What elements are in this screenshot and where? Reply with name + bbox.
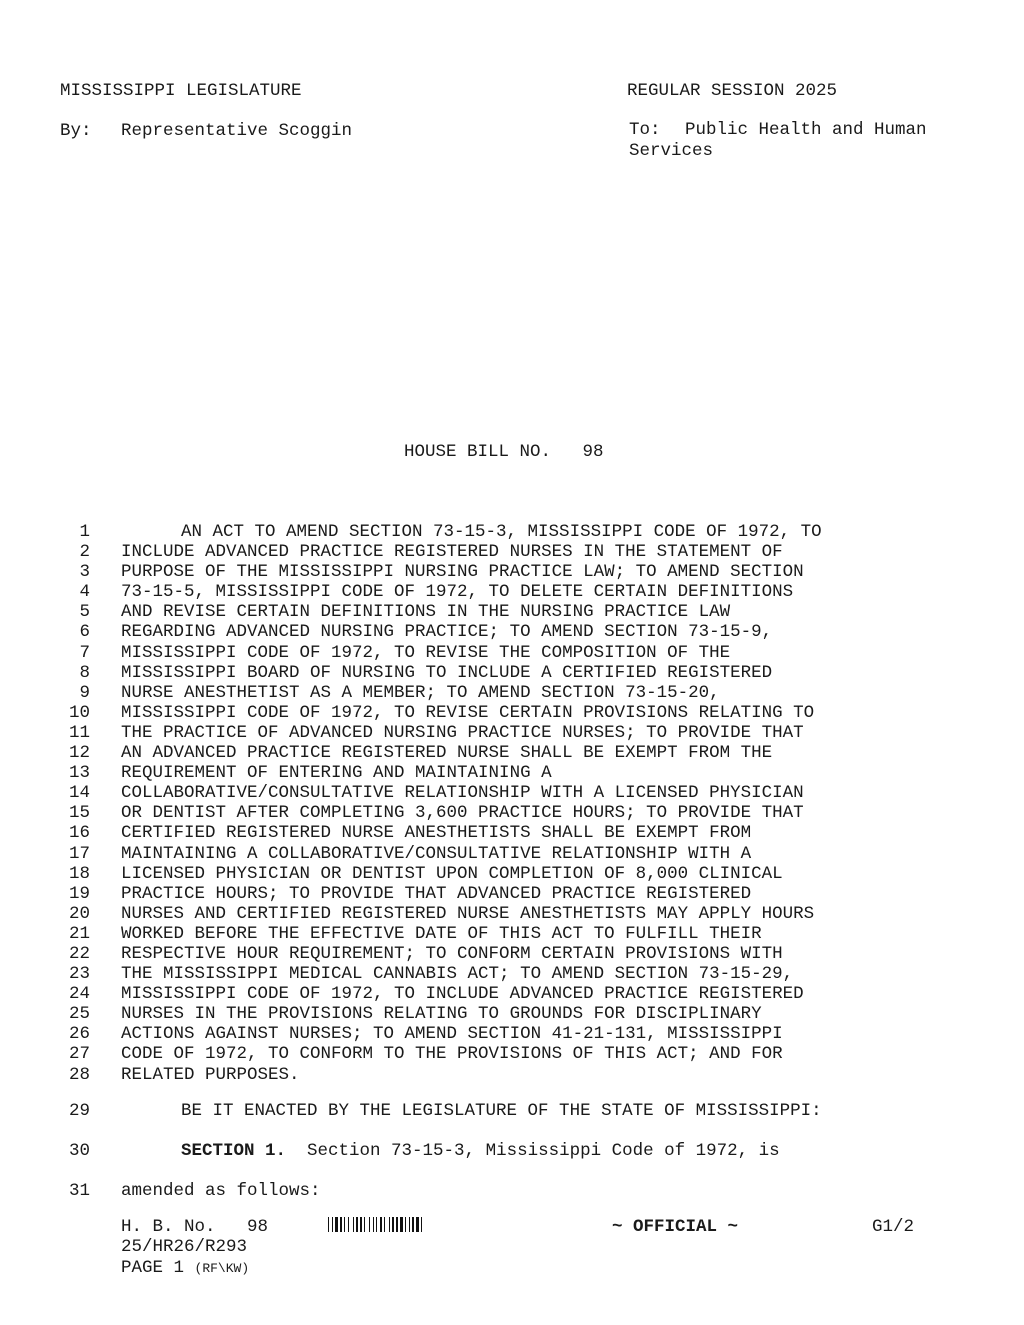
line-text: REGARDING ADVANCED NURSING PRACTICE; TO AMEND SECTION 73-15-9, xyxy=(121,622,773,643)
line-text: CODE OF 1972, TO CONFORM TO THE PROVISIONS OF THIS ACT; AND FOR xyxy=(121,1044,783,1065)
bill-line xyxy=(60,844,960,864)
line-text: NURSES AND CERTIFIED REGISTERED NURSE ANESTHETISTS MAY APPLY HOURS xyxy=(121,903,815,924)
bill-line xyxy=(60,562,960,582)
bill-line xyxy=(60,743,960,763)
bill-line xyxy=(60,1024,960,1044)
line-number: 28 xyxy=(68,1064,90,1085)
line-text: RELATED PURPOSES. xyxy=(121,1064,300,1085)
line-number: 27 xyxy=(68,1044,90,1065)
bill-line xyxy=(60,703,960,723)
line-number: 1 xyxy=(79,522,90,542)
bill-line xyxy=(60,904,960,924)
footer-doc-id: 25/HR26/R293 xyxy=(121,1237,248,1257)
legislature-name: MISSISSIPPI LEGISLATURE xyxy=(60,81,302,101)
bill-line xyxy=(60,542,960,562)
line-number: 8 xyxy=(79,662,90,683)
bill-line xyxy=(60,1065,960,1085)
bill-line xyxy=(60,522,960,542)
bill-line xyxy=(60,663,960,683)
sponsor-name: Representative Scoggin xyxy=(121,121,353,141)
committee-line-1: Public Health and Human xyxy=(685,120,927,140)
footer-bill-ref: H. B. No. 98 xyxy=(121,1217,269,1237)
to-label: To: xyxy=(629,120,661,140)
line-number: 16 xyxy=(68,823,90,844)
barcode-icon xyxy=(328,1217,474,1232)
section-body: Section 73-15-3, Mississippi Code of 1972, is xyxy=(286,1141,780,1161)
bill-line xyxy=(60,1004,960,1024)
bill-line xyxy=(60,643,960,663)
bill-line xyxy=(60,964,960,984)
footer-initials: (RF\KW) xyxy=(194,1261,250,1276)
line-number: 6 xyxy=(79,622,90,643)
bill-line xyxy=(60,944,960,964)
line-text: INCLUDE ADVANCED PRACTICE REGISTERED NURSES IN THE STATEMENT OF xyxy=(121,542,783,563)
line-number: 20 xyxy=(68,903,90,924)
committee-line-2: Services xyxy=(629,141,714,161)
line-number: 9 xyxy=(79,682,90,703)
line-text: MAINTAINING A COLLABORATIVE/CONSULTATIVE RELATIONSHIP WITH A xyxy=(121,843,752,864)
line-number: 25 xyxy=(68,1004,90,1025)
line-number: 10 xyxy=(68,702,90,723)
line-text: LICENSED PHYSICIAN OR DENTIST UPON COMPLETION OF 8,000 CLINICAL xyxy=(121,863,783,884)
by-label: By: xyxy=(60,121,92,141)
line-text: RESPECTIVE HOUR REQUIREMENT; TO CONFORM CERTAIN PROVISIONS WITH xyxy=(121,943,783,964)
bill-title: HOUSE BILL NO. 98 xyxy=(404,442,604,462)
footer-code: G1/2 xyxy=(872,1217,915,1237)
footer-page xyxy=(121,1258,249,1279)
line-number: 29 xyxy=(68,1101,90,1121)
bill-line xyxy=(60,984,960,1004)
line-text: REQUIREMENT OF ENTERING AND MAINTAINING A xyxy=(121,763,552,784)
line-text: AN ADVANCED PRACTICE REGISTERED NURSE SHALL BE EXEMPT FROM THE xyxy=(121,743,773,764)
session-label: REGULAR SESSION 2025 xyxy=(627,81,838,101)
line-number: 4 xyxy=(79,582,90,603)
line-number: 23 xyxy=(68,964,90,985)
line-text: PURPOSE OF THE MISSISSIPPI NURSING PRACTICE LAW; TO AMEND SECTION xyxy=(121,562,804,583)
line-number: 3 xyxy=(79,562,90,583)
line-text: NURSES IN THE PROVISIONS RELATING TO GROUNDS FOR DISCIPLINARY xyxy=(121,1004,762,1025)
line-text: NURSE ANESTHETIST AS A MEMBER; TO AMEND SECTION 73-15-20, xyxy=(121,682,720,703)
line-text: THE PRACTICE OF ADVANCED NURSING PRACTICE NURSES; TO PROVIDE THAT xyxy=(121,722,804,743)
official-label: ~ OFFICIAL ~ xyxy=(612,1217,739,1237)
line-text: PRACTICE HOURS; TO PROVIDE THAT ADVANCED PRACTICE REGISTERED xyxy=(121,883,752,904)
line-number: 22 xyxy=(68,943,90,964)
line-number: 17 xyxy=(68,843,90,864)
line-text: OR DENTIST AFTER COMPLETING 3,600 PRACTICE HOURS; TO PROVIDE THAT xyxy=(121,803,804,824)
line-number: 2 xyxy=(79,542,90,563)
bill-line xyxy=(60,823,960,843)
line-number: 26 xyxy=(68,1024,90,1045)
line-number: 7 xyxy=(79,642,90,663)
line-text: THE MISSISSIPPI MEDICAL CANNABIS ACT; TO AMEND SECTION 73-15-29, xyxy=(121,964,794,985)
line-number: 24 xyxy=(68,984,90,1005)
line-number: 12 xyxy=(68,743,90,764)
bill-line xyxy=(60,582,960,602)
bill-line xyxy=(60,1044,960,1064)
section-1-text xyxy=(181,1141,780,1161)
bill-line xyxy=(60,864,960,884)
line-text: WORKED BEFORE THE EFFECTIVE DATE OF THIS ACT TO FULFILL THEIR xyxy=(121,923,762,944)
line-number: 5 xyxy=(79,602,90,623)
line-number: 13 xyxy=(68,763,90,784)
page-number: PAGE 1 xyxy=(121,1258,185,1278)
section-heading: SECTION 1. xyxy=(181,1141,287,1161)
line-text: MISSISSIPPI CODE OF 1972, TO REVISE THE COMPOSITION OF THE xyxy=(121,642,731,663)
bill-line xyxy=(60,622,960,642)
bill-line xyxy=(60,602,960,622)
bill-line xyxy=(60,763,960,783)
line-text: CERTIFIED REGISTERED NURSE ANESTHETISTS SHALL BE EXEMPT FROM xyxy=(121,823,752,844)
line-text: MISSISSIPPI BOARD OF NURSING TO INCLUDE A CERTIFIED REGISTERED xyxy=(121,662,773,683)
bill-line xyxy=(60,683,960,703)
line-number: 19 xyxy=(68,883,90,904)
line-text: MISSISSIPPI CODE OF 1972, TO REVISE CERTAIN PROVISIONS RELATING TO xyxy=(121,702,815,723)
line-text: MISSISSIPPI CODE OF 1972, TO INCLUDE ADVANCED PRACTICE REGISTERED xyxy=(121,984,804,1005)
line-text: AND REVISE CERTAIN DEFINITIONS IN THE NURSING PRACTICE LAW xyxy=(121,602,731,623)
bill-line xyxy=(60,884,960,904)
line-text: ACTIONS AGAINST NURSES; TO AMEND SECTION 41-21-131, MISSISSIPPI xyxy=(121,1024,783,1045)
line-number: 15 xyxy=(68,803,90,824)
section-body-continued: amended as follows: xyxy=(121,1181,321,1201)
bill-line xyxy=(60,723,960,743)
line-number: 21 xyxy=(68,923,90,944)
line-number: 18 xyxy=(68,863,90,884)
line-text: AN ACT TO AMEND SECTION 73-15-3, MISSISSIPPI CODE OF 1972, TO xyxy=(181,522,822,542)
line-number: 11 xyxy=(68,722,90,743)
line-number: 14 xyxy=(68,783,90,804)
bill-line xyxy=(60,924,960,944)
bill-title-text xyxy=(60,522,960,1085)
line-text: 73-15-5, MISSISSIPPI CODE OF 1972, TO DELETE CERTAIN DEFINITIONS xyxy=(121,582,794,603)
line-number: 31 xyxy=(68,1181,90,1201)
enacting-clause: BE IT ENACTED BY THE LEGISLATURE OF THE STATE OF MISSISSIPPI: xyxy=(181,1101,822,1121)
line-number: 30 xyxy=(68,1141,90,1161)
bill-line xyxy=(60,783,960,803)
line-text: COLLABORATIVE/CONSULTATIVE RELATIONSHIP WITH A LICENSED PHYSICIAN xyxy=(121,783,804,804)
bill-line xyxy=(60,803,960,823)
